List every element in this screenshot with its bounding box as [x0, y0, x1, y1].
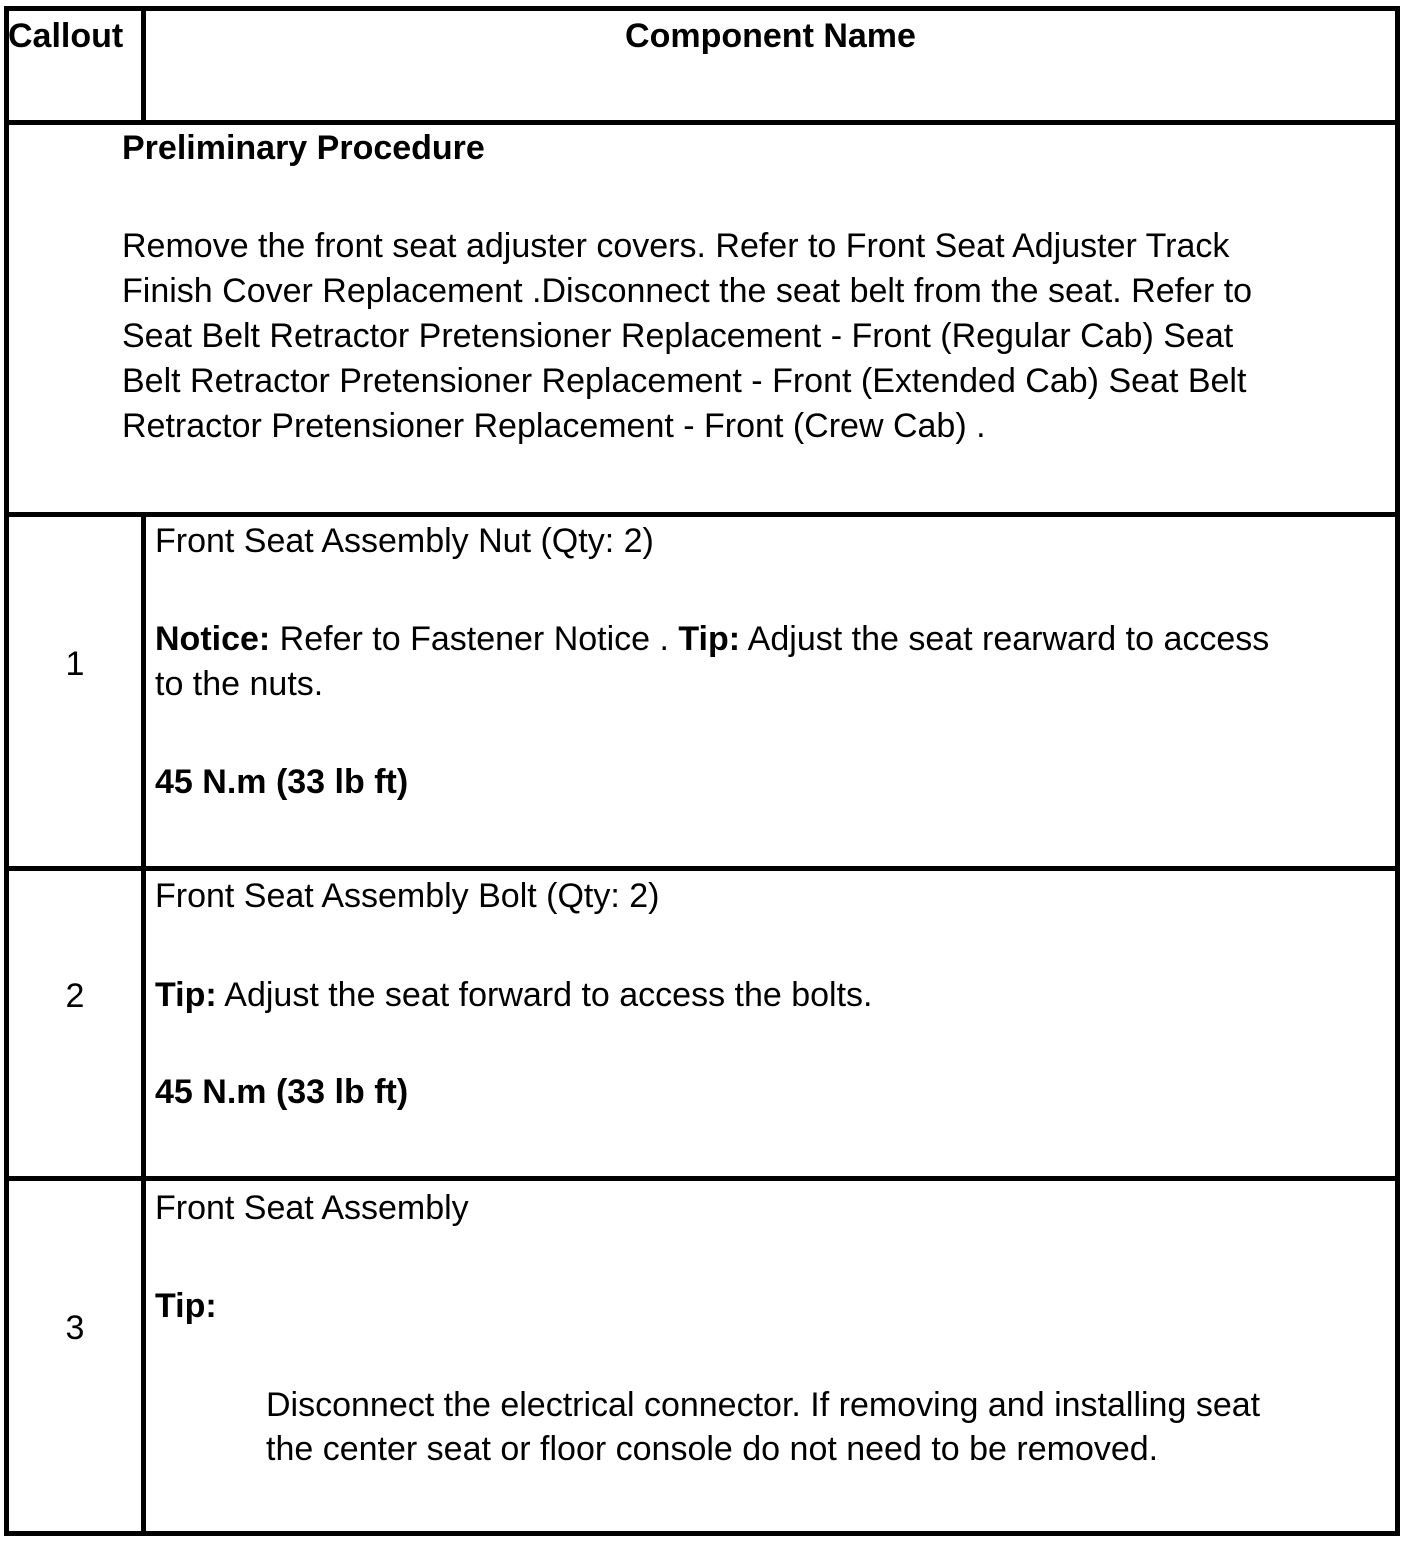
- notice-label: Notice:: [155, 620, 271, 658]
- table-rule-col-body: [141, 512, 146, 1536]
- table-rule-row2: [4, 1176, 1400, 1181]
- row-component-name: Front Seat Assembly: [155, 1189, 469, 1227]
- row-callout: 3: [65, 1309, 85, 1347]
- notice-text: Refer to Fastener Notice .: [270, 620, 679, 658]
- row-callout: 2: [65, 977, 85, 1015]
- component-table: [4, 6, 1400, 1536]
- tip-label: Tip:: [155, 1287, 217, 1325]
- row-callout: 1: [65, 645, 85, 683]
- table-rule-bottom: [4, 1531, 1400, 1536]
- table-rule-row1: [4, 866, 1400, 871]
- table-rule-top: [4, 6, 1400, 11]
- table-rule-header: [4, 120, 1400, 125]
- row-torque: 45 N.m (33 lb ft): [155, 1073, 409, 1111]
- table-rule-preliminary: [4, 512, 1400, 517]
- tip-label: Tip:: [678, 620, 741, 658]
- preliminary-line: Belt Retractor Pretensioner Replacement - Front (Extended Cab) Seat Belt: [122, 362, 1247, 400]
- row-component-name: Front Seat Assembly Bolt (Qty: 2): [155, 877, 660, 915]
- preliminary-line: Remove the front seat adjuster covers. Refer to Front Seat Adjuster Track: [122, 227, 1230, 265]
- table-rule-right: [1395, 6, 1400, 1536]
- preliminary-line: Finish Cover Replacement .Disconnect the seat belt from the seat. Refer to: [122, 272, 1253, 310]
- preliminary-title: Preliminary Procedure: [122, 129, 485, 167]
- header-callout: Callout: [8, 17, 124, 55]
- row-tip-line: [155, 973, 873, 1018]
- preliminary-line: Seat Belt Retractor Pretensioner Replacement - Front (Regular Cab) Seat: [122, 317, 1234, 355]
- row-tip-continuation: to the nuts.: [155, 665, 324, 703]
- row-notice-line: [155, 617, 1269, 662]
- row-component-name: Front Seat Assembly Nut (Qty: 2): [155, 522, 654, 560]
- tip-line: the center seat or floor console do not need to be removed.: [266, 1430, 1159, 1468]
- tip-line: Disconnect the electrical connector. If removing and installing seat: [266, 1386, 1261, 1424]
- header-component-name: Component Name: [625, 17, 916, 55]
- tip-label: Tip:: [155, 976, 217, 1014]
- tip-text: Adjust the seat forward to access the bolts.: [216, 976, 873, 1014]
- tip-text: Adjust the seat rearward to access: [740, 620, 1270, 658]
- row-torque: 45 N.m (33 lb ft): [155, 763, 409, 801]
- preliminary-line: Retractor Pretensioner Replacement - Front (Crew Cab) .: [122, 407, 986, 445]
